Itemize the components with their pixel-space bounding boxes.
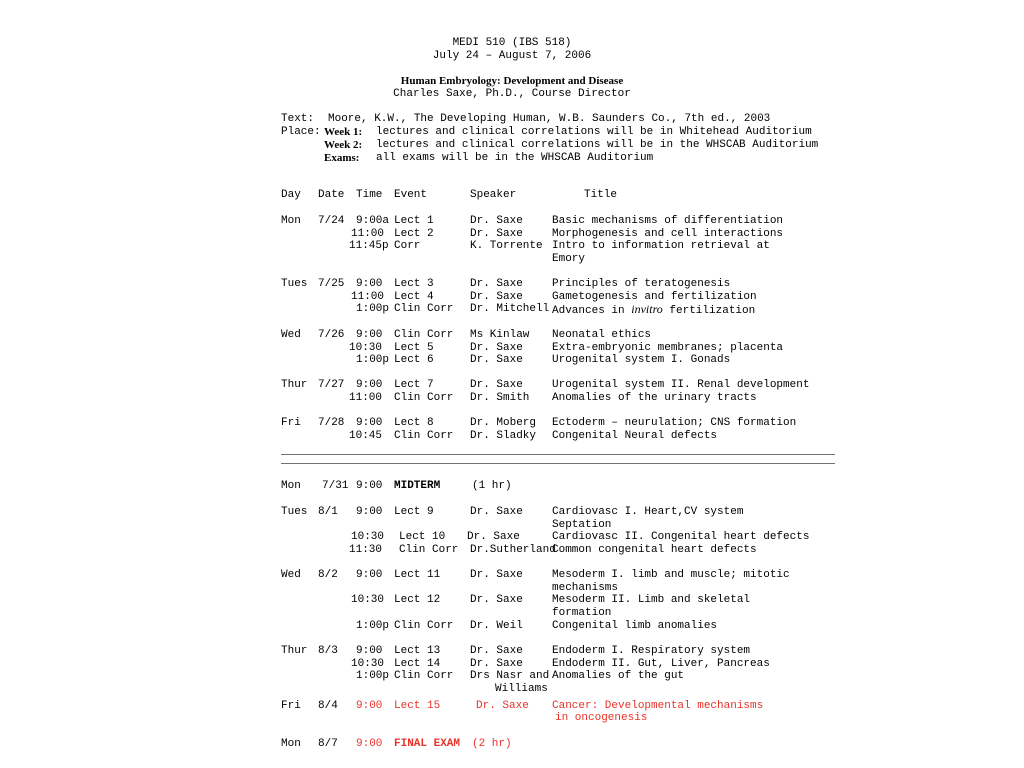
row-title (552, 430, 717, 442)
row-title-text: Principles of teratogenesis (552, 278, 731, 290)
row-time: 11:00 (349, 392, 383, 404)
fri-title: Cancer: Developmental mechanisms (552, 700, 764, 712)
row-title-text: Common congenital heart defects (552, 544, 757, 556)
row-time: 11:00 (351, 228, 385, 240)
row-speaker: Dr. Saxe (470, 594, 523, 606)
row-title-text: Basic mechanisms of differentiation (552, 215, 784, 227)
row-speaker: Dr. Saxe (470, 379, 523, 391)
row-speaker: Dr. Saxe (470, 658, 523, 670)
row-speaker-cont: Williams (495, 683, 548, 695)
row-title (552, 228, 783, 240)
row-title-text: Morphogenesis and cell interactions (552, 228, 784, 240)
text-value: Moore, K.W., The Developing Human, W.B. Saunders Co., 7th ed., 2003 (328, 113, 771, 125)
row-event: Lect 4 (394, 291, 434, 303)
row-event: Lect 2 (394, 228, 434, 240)
text-label: Text: (281, 113, 315, 125)
row-title (552, 379, 809, 391)
row-title (552, 240, 770, 252)
row-title-text: Ectoderm – neurulation; CNS formation (552, 417, 797, 429)
row-speaker: Dr. Mitchell (470, 303, 550, 315)
row-time: 11:45p (349, 240, 389, 252)
course-dates: July 24 – August 7, 2006 (432, 50, 592, 62)
row-event: Clin Corr (394, 670, 454, 682)
row-time: 10:30 (349, 342, 383, 354)
fri-date: 8/4 (318, 700, 338, 712)
week1-label: Week 1: (324, 126, 363, 138)
row-title-cont: Emory (552, 253, 586, 265)
row-title (552, 278, 730, 290)
row-title (552, 594, 750, 606)
row-event: Lect 14 (394, 658, 441, 670)
fri-day: Fri (281, 700, 301, 712)
row-day: Mon (281, 215, 301, 227)
row-date: 7/24 (318, 215, 345, 227)
row-date: 7/28 (318, 417, 345, 429)
row-title (552, 544, 757, 556)
row-time: 1:00p (356, 620, 390, 632)
midterm-day: Mon (281, 480, 301, 492)
row-event: Lect 1 (394, 215, 434, 227)
row-speaker: Dr. Saxe (470, 342, 523, 354)
row-speaker: Dr. Saxe (470, 215, 523, 227)
row-time: 9:00 (356, 278, 383, 290)
header-title: Title (584, 189, 618, 201)
row-time: 9:00 (356, 645, 383, 657)
week1-value: lectures and clinical correlations will be in Whitehead Auditorium (376, 126, 812, 138)
row-speaker: Dr. Saxe (470, 354, 523, 366)
week2-value: lectures and clinical correlations will be in the WHSCAB Auditorium (376, 139, 819, 151)
row-title-cont: mechanisms (552, 582, 619, 594)
row-title-text: Anomalies of the urinary tracts (552, 392, 757, 404)
exams-value: all exams will be in the WHSCAB Auditorium (376, 152, 654, 164)
midterm-time: 9:00 (356, 480, 383, 492)
separator-rule (281, 454, 835, 464)
row-title-text: Gametogenesis and fertilization (552, 291, 757, 303)
row-title-text: Neonatal ethics (552, 329, 652, 341)
row-title (552, 569, 790, 581)
row-speaker: Dr. Saxe (470, 569, 523, 581)
row-day: Wed (281, 569, 301, 581)
row-time: 10:30 (351, 658, 385, 670)
row-title-italic: invitro (631, 302, 663, 316)
header-speaker: Speaker (470, 189, 517, 201)
final-note: (2 hr) (472, 738, 512, 750)
row-speaker: Dr. Saxe (470, 645, 523, 657)
row-title (552, 342, 783, 354)
row-speaker: Dr. Weil (470, 620, 523, 632)
row-date: 7/25 (318, 278, 345, 290)
header-date: Date (318, 189, 345, 201)
row-time: 1:00p (356, 670, 390, 682)
row-title-text: Intro to information retrieval at (552, 240, 770, 252)
row-title-text: Endoderm II. Gut, Liver, Pancreas (552, 658, 770, 670)
row-title-text: Advances in (552, 305, 625, 317)
row-date: 8/3 (318, 645, 338, 657)
fri-speaker: Dr. Saxe (476, 700, 529, 712)
course-director: Charles Saxe, Ph.D., Course Director (393, 88, 631, 100)
row-title (552, 329, 651, 341)
row-title (552, 215, 783, 227)
row-event: Corr (394, 240, 421, 252)
row-title-text: Mesoderm I. limb and muscle; mitotic (552, 569, 790, 581)
row-title-text: Urogenital system II. Renal development (552, 379, 810, 391)
row-event: Lect 6 (394, 354, 434, 366)
row-title-cont: formation (552, 607, 612, 619)
row-time: 9:00a (356, 215, 390, 227)
row-time: 11:00 (351, 291, 385, 303)
row-day: Fri (281, 417, 301, 429)
row-time: 10:30 (351, 594, 385, 606)
row-title-text: Endoderm I. Respiratory system (552, 645, 751, 657)
final-event: FINAL EXAM (394, 738, 461, 750)
row-title-text: Extra-embryonic membranes; placenta (552, 342, 784, 354)
row-title (552, 303, 755, 317)
row-title (552, 506, 743, 518)
row-title (552, 620, 717, 632)
row-day: Thur (281, 645, 308, 657)
row-time: 9:00 (356, 506, 383, 518)
row-title (552, 645, 750, 657)
row-speaker: Ms Kinlaw (470, 329, 530, 341)
final-time: 9:00 (356, 738, 383, 750)
row-speaker: Dr. Saxe (470, 506, 523, 518)
row-title (552, 658, 770, 670)
row-event: Lect 10 (399, 531, 446, 543)
row-title (552, 670, 684, 682)
row-title-text: Anomalies of the gut (552, 670, 685, 682)
course-title: Human Embryology: Development and Disease (400, 75, 624, 87)
row-title-after: fertilization (669, 305, 756, 317)
week2-label: Week 2: (324, 139, 363, 151)
row-time: 9:00 (356, 569, 383, 581)
row-event: Clin Corr (394, 620, 454, 632)
row-title-text: Congenital Neural defects (552, 430, 718, 442)
row-date: 8/1 (318, 506, 338, 518)
row-day: Tues (281, 506, 308, 518)
fri-event: Lect 15 (394, 700, 441, 712)
row-event: Lect 13 (394, 645, 441, 657)
row-speaker: Dr.Sutherland (470, 544, 556, 556)
final-date: 8/7 (318, 738, 338, 750)
row-speaker: K. Torrente (470, 240, 543, 252)
row-day: Wed (281, 329, 301, 341)
row-event: Clin Corr (399, 544, 459, 556)
row-title (552, 417, 796, 429)
row-event: Lect 8 (394, 417, 434, 429)
midterm-event: MIDTERM (394, 480, 441, 492)
row-title-text: Cardiovasc II. Congenital heart defects (552, 531, 810, 543)
row-time: 9:00 (356, 329, 383, 341)
fri-time: 9:00 (356, 700, 383, 712)
row-title-text: Urogenital system I. Gonads (552, 354, 731, 366)
row-speaker: Dr. Smith (470, 392, 530, 404)
row-event: Clin Corr (394, 392, 454, 404)
row-day: Thur (281, 379, 308, 391)
row-date: 7/27 (318, 379, 345, 391)
row-event: Lect 12 (394, 594, 441, 606)
row-event: Clin Corr (394, 329, 454, 341)
row-title (552, 531, 809, 543)
row-title-cont: Septation (552, 519, 612, 531)
row-speaker: Dr. Moberg (470, 417, 537, 429)
row-time: 1:00p (356, 303, 390, 315)
row-event: Lect 11 (394, 569, 441, 581)
row-event: Clin Corr (394, 303, 454, 315)
midterm-note: (1 hr) (472, 480, 512, 492)
row-speaker: Dr. Saxe (470, 278, 523, 290)
row-speaker: Drs Nasr and (470, 670, 550, 682)
row-time: 9:00 (356, 417, 383, 429)
row-event: Lect 7 (394, 379, 434, 391)
header-event: Event (394, 189, 428, 201)
row-speaker: Dr. Saxe (470, 291, 523, 303)
midterm-date: 7/31 (322, 480, 349, 492)
fri-title-cont: in oncogenesis (555, 712, 648, 724)
row-title-text: Congenital limb anomalies (552, 620, 718, 632)
header-time: Time (356, 189, 383, 201)
row-time: 1:00p (356, 354, 390, 366)
exams-label: Exams: (324, 152, 360, 164)
row-date: 7/26 (318, 329, 345, 341)
row-time: 10:30 (351, 531, 385, 543)
header-day: Day (281, 189, 301, 201)
place-label: Place: (281, 126, 321, 138)
row-event: Clin Corr (394, 430, 454, 442)
final-day: Mon (281, 738, 301, 750)
row-day: Tues (281, 278, 308, 290)
row-time: 10:45 (349, 430, 383, 442)
row-event: Lect 5 (394, 342, 434, 354)
row-speaker: Dr. Sladky (470, 430, 537, 442)
row-event: Lect 3 (394, 278, 434, 290)
row-speaker: Dr. Saxe (467, 531, 520, 543)
row-title-text: Mesoderm II. Limb and skeletal (552, 594, 751, 606)
row-event: Lect 9 (394, 506, 434, 518)
course-code: MEDI 510 (IBS 518) (452, 37, 572, 49)
row-speaker: Dr. Saxe (470, 228, 523, 240)
row-title (552, 392, 757, 404)
row-time: 11:30 (349, 544, 383, 556)
row-time: 9:00 (356, 379, 383, 391)
row-title-text: Cardiovasc I. Heart,CV system (552, 506, 744, 518)
row-date: 8/2 (318, 569, 338, 581)
row-title (552, 354, 730, 366)
